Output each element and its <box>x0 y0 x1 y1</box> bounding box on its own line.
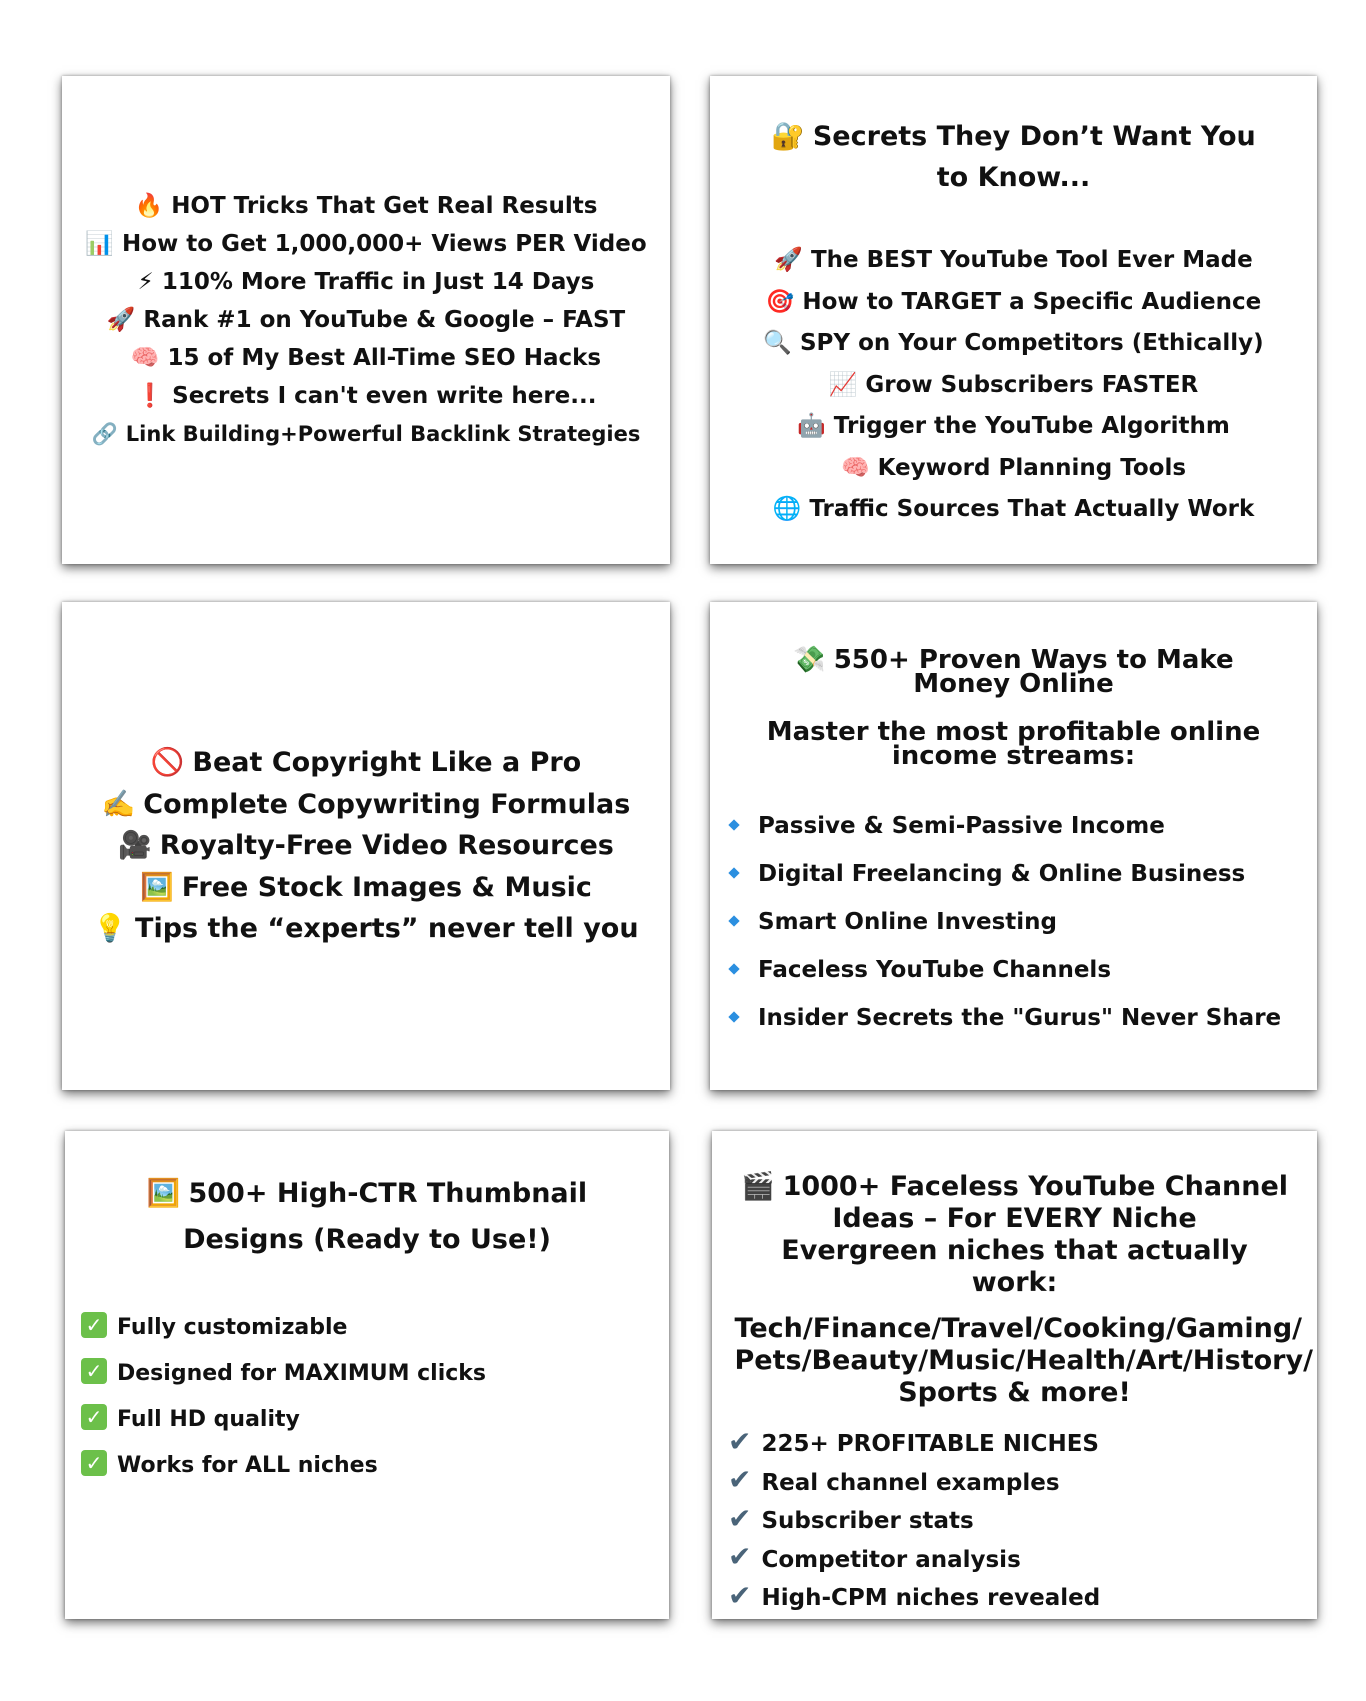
make-money-subtitle: Master the most profitable online income streams: <box>766 717 1261 771</box>
list-item: Digital Freelancing & Online Business <box>730 850 1281 898</box>
make-money-card <box>710 602 1317 1090</box>
list-item: Insider Secrets the "Gurus" Never Share <box>730 994 1281 1042</box>
list-item: 🚫 Beat Copyright Like a Pro <box>93 742 638 784</box>
brain-icon: 🧠 <box>840 454 870 481</box>
check-mark-icon: ✔ <box>728 1540 752 1573</box>
check-mark-icon: ✔ <box>728 1463 752 1496</box>
list-item: Faceless YouTube Channels <box>730 946 1281 994</box>
list-item: 📊 How to Get 1,000,000+ Views PER Video <box>85 225 646 263</box>
trend-up-icon: 📈 <box>828 371 858 398</box>
video-camera-icon: 🎥 <box>118 830 152 862</box>
list-item: 🎥 Royalty-Free Video Resources <box>93 825 638 867</box>
list-item: 🧠 15 of My Best All-Time SEO Hacks <box>85 339 646 377</box>
list-item: ✓ Designed for MAXIMUM clicks <box>81 1351 486 1397</box>
faceless-channel-title: 🎬 1000+ Faceless YouTube Channel Ideas – For EVERY Niche <box>740 1171 1289 1234</box>
bar-chart-icon: 📊 <box>85 231 114 257</box>
check-mark-icon: ✔ <box>728 1424 752 1458</box>
list-item: ✔ Real channel examples <box>728 1464 1100 1503</box>
list-item: 🖼️ Free Stock Images & Music <box>93 867 638 909</box>
check-box-icon: ✓ <box>81 1358 107 1384</box>
prohibited-icon: 🚫 <box>150 747 185 779</box>
list-item: 🤖 Trigger the YouTube Algorithm <box>763 406 1263 448</box>
rocket-icon: 🚀 <box>106 307 136 333</box>
secrets-title: 🔐 Secrets They Don’t Want You to Know... <box>754 116 1274 198</box>
resources-card <box>62 602 670 1090</box>
list-item: ✓ Full HD quality <box>81 1397 486 1443</box>
locked-key-icon: 🔐 <box>771 121 805 152</box>
lightning-icon: ⚡ <box>137 269 154 295</box>
exclamation-icon: ❗ <box>135 383 165 409</box>
money-wings-icon: 💸 <box>793 645 826 675</box>
diamond-bullet-icon <box>728 867 739 878</box>
list-item: 🚀 Rank #1 on YouTube & Google – FAST <box>85 301 646 339</box>
list-item: ✍️ Complete Copywriting Formulas <box>93 784 638 826</box>
check-mark-icon: ✔ <box>728 1501 752 1535</box>
resources-list <box>93 742 638 950</box>
niche-features-list <box>712 1425 1100 1618</box>
list-item: ✓ Works for ALL niches <box>81 1443 486 1489</box>
target-icon: 🎯 <box>765 288 795 315</box>
make-money-title: 💸 550+ Proven Ways to Make Money Online <box>793 645 1234 699</box>
niche-categories: Tech/Finance/Travel/Cooking/Gaming/ Pets/Beauty/Music/Health/Art/History/ Sports & more! <box>734 1313 1313 1408</box>
list-item: ⚡ 110% More Traffic in Just 14 Days <box>85 263 646 301</box>
check-mark-icon: ✔ <box>728 1578 752 1612</box>
list-item: 🌐 Traffic Sources That Actually Work <box>763 489 1263 531</box>
list-item: 🚀 The BEST YouTube Tool Ever Made <box>763 240 1263 282</box>
clapper-board-icon: 🎬 <box>740 1171 775 1202</box>
list-item: Smart Online Investing <box>730 898 1281 946</box>
diamond-bullet-icon <box>728 915 739 926</box>
thumbnail-features-list <box>65 1305 486 1489</box>
list-item: ✓ Fully customizable <box>81 1305 486 1351</box>
list-item: ✔ Competitor analysis <box>728 1541 1100 1580</box>
robot-icon: 🤖 <box>797 413 826 439</box>
light-bulb-icon: 💡 <box>93 913 128 945</box>
list-item: ❗ Secrets I can't even write here... <box>85 377 646 415</box>
diamond-bullet-icon <box>728 1011 739 1022</box>
framed-picture-icon: 🖼️ <box>140 871 174 903</box>
list-item: 🔥 HOT Tricks That Get Real Results <box>85 187 646 225</box>
seo-tricks-card <box>62 76 670 564</box>
secrets-card <box>710 76 1317 564</box>
diamond-bullet-icon <box>728 963 739 974</box>
thumbnail-designs-card <box>65 1131 669 1619</box>
rocket-icon: 🚀 <box>774 247 803 273</box>
thumbnail-designs-title: 🖼️ 500+ High-CTR Thumbnail Designs (Ready to Use!) <box>87 1171 647 1263</box>
check-box-icon: ✓ <box>81 1312 107 1338</box>
list-item: Passive & Semi-Passive Income <box>730 802 1281 850</box>
secrets-list <box>763 240 1263 531</box>
fire-icon: 🔥 <box>134 193 164 219</box>
list-item: ✔ High-CPM niches revealed <box>728 1579 1100 1618</box>
list-item: 🎯 How to TARGET a Specific Audience <box>763 282 1263 324</box>
link-icon: 🔗 <box>91 422 118 446</box>
globe-icon: 🌐 <box>772 496 802 522</box>
list-item: 📈 Grow Subscribers FASTER <box>763 365 1263 407</box>
faceless-channel-card <box>712 1131 1317 1619</box>
seo-tricks-list <box>85 187 646 453</box>
diamond-bullet-icon <box>728 819 739 830</box>
list-item: 🧠 Keyword Planning Tools <box>763 448 1263 490</box>
list-item: 🔗 Link Building+Powerful Backlink Strategies <box>85 415 646 453</box>
income-streams-list <box>710 802 1281 1042</box>
list-item: 💡 Tips the “experts” never tell you <box>93 908 638 950</box>
check-box-icon: ✓ <box>81 1450 107 1476</box>
list-item: ✔ 225+ PROFITABLE NICHES <box>728 1425 1100 1464</box>
check-box-icon: ✓ <box>81 1404 107 1430</box>
faceless-channel-subtitle: Evergreen niches that actually work: <box>781 1235 1248 1298</box>
brain-icon: 🧠 <box>130 345 160 371</box>
framed-picture-icon: 🖼️ <box>146 1178 181 1209</box>
magnifier-icon: 🔍 <box>763 330 792 356</box>
list-item: ✔ Subscriber stats <box>728 1502 1100 1541</box>
writing-hand-icon: ✍️ <box>101 788 136 820</box>
list-item: 🔍 SPY on Your Competitors (Ethically) <box>763 323 1263 365</box>
